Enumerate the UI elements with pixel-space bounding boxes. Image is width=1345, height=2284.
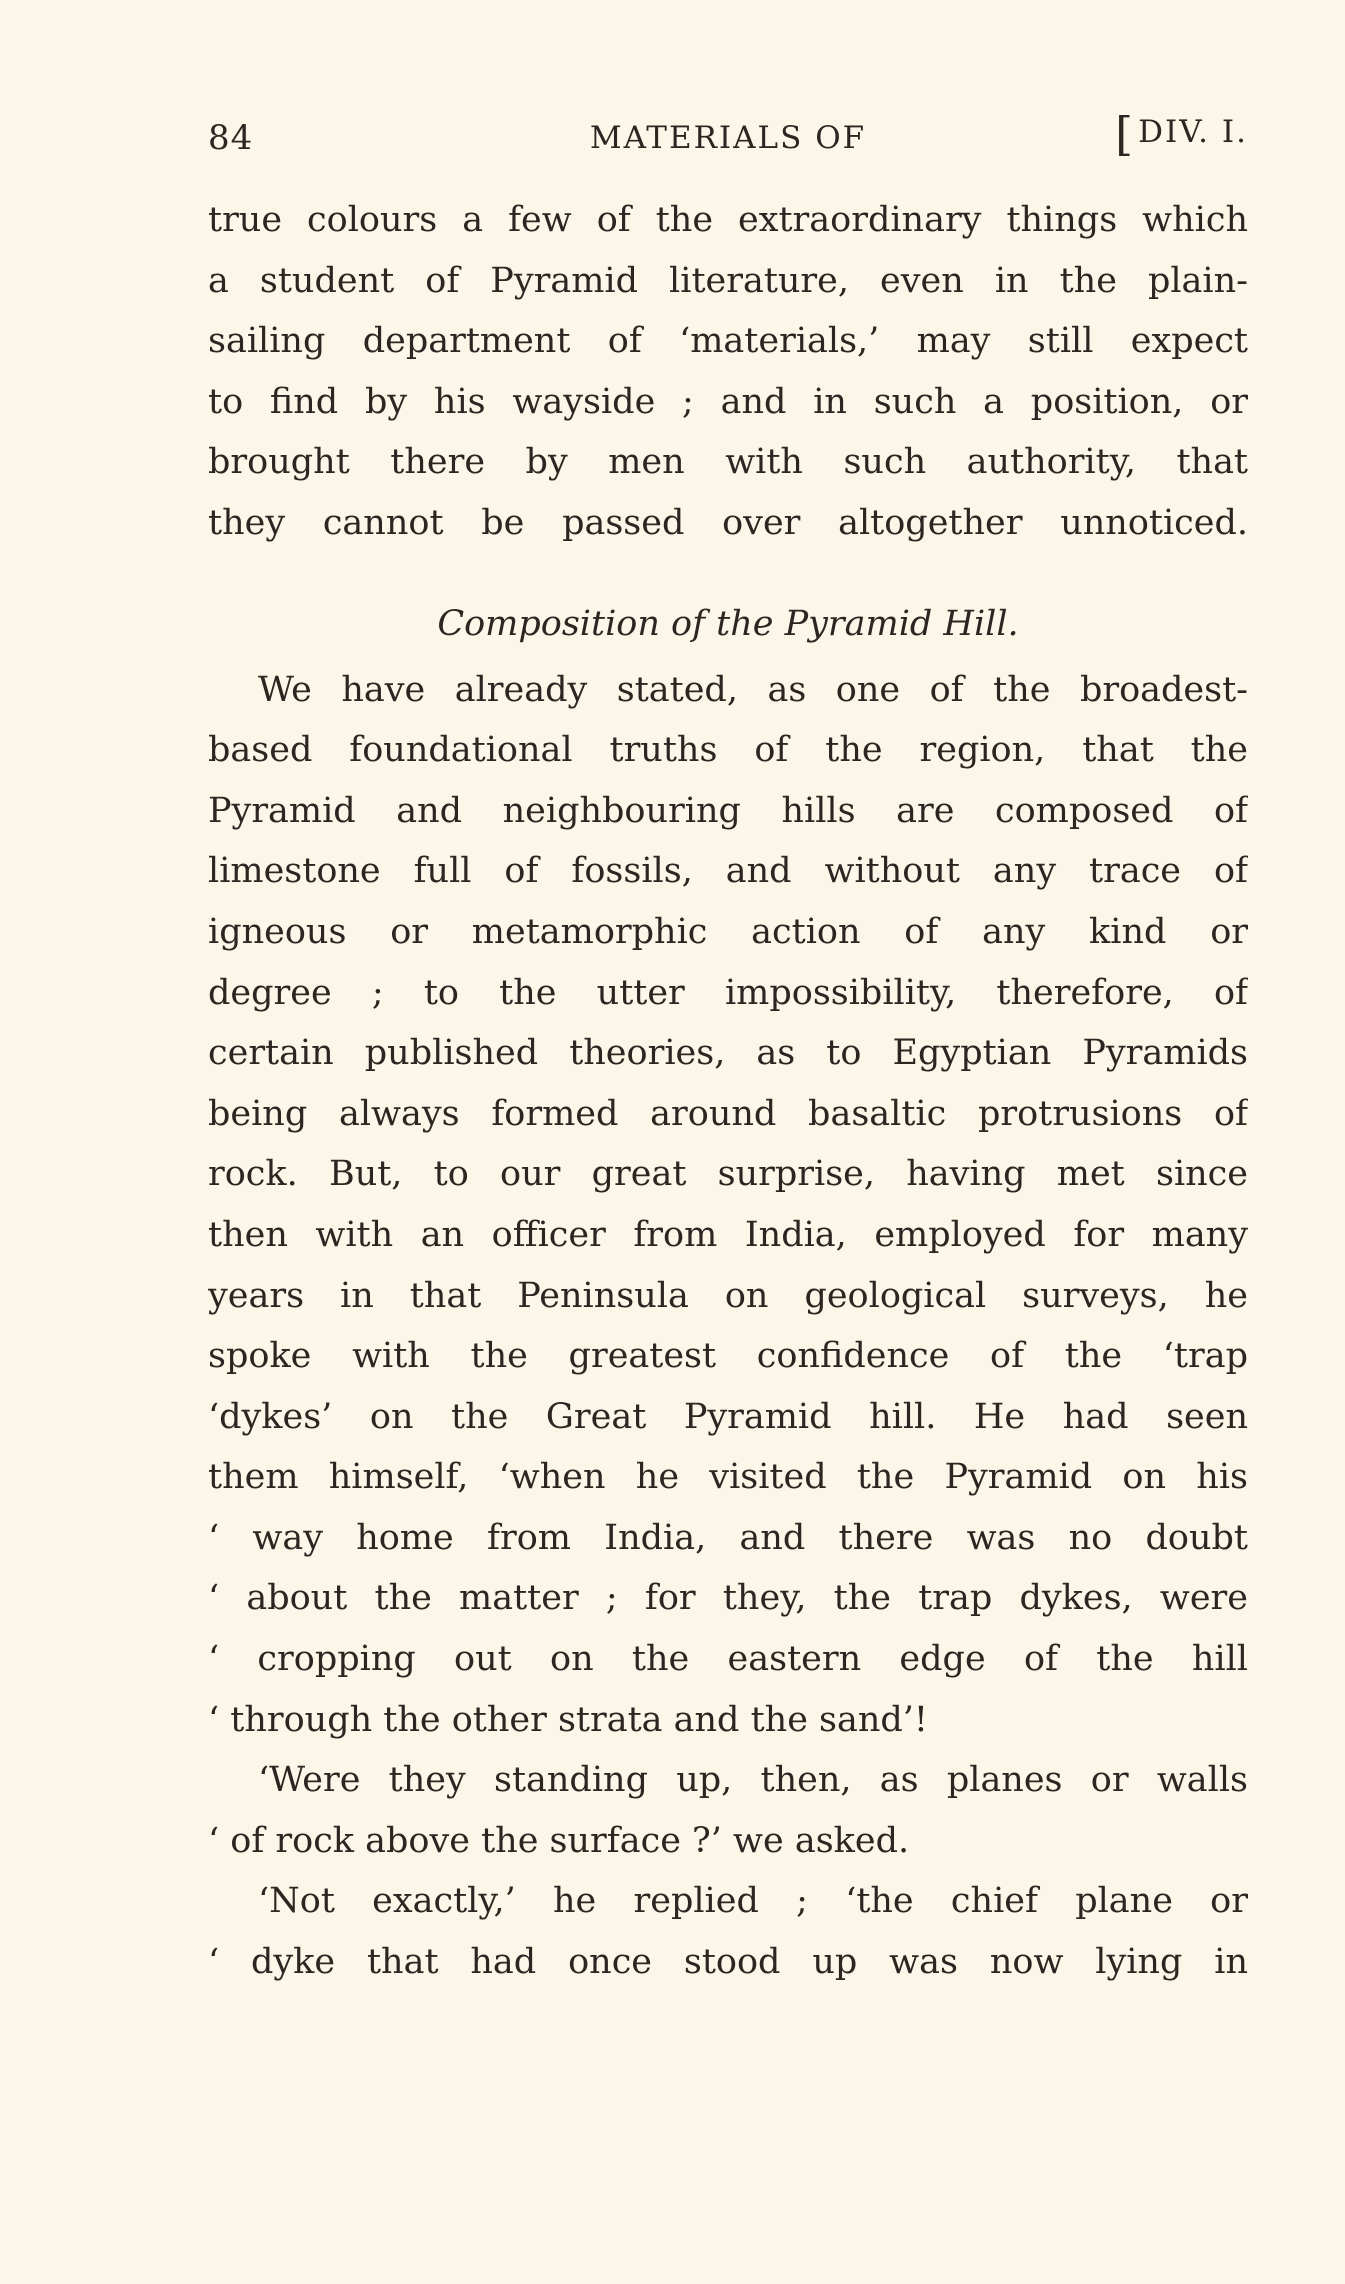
text-line: spoke with the greatest confidence of the ‘trap bbox=[208, 1336, 1248, 1377]
text-line: they cannot be passed over altogether unnoticed. bbox=[208, 502, 1248, 543]
text-line: being always formed around basaltic protrusions of bbox=[208, 1093, 1248, 1134]
division-text: DIV. I. bbox=[1138, 114, 1248, 150]
page-number: 84 bbox=[208, 118, 254, 158]
text-line: to find by his wayside ; and in such a position, or bbox=[208, 381, 1248, 422]
text-line: limestone full of fossils, and without any trace of bbox=[208, 851, 1248, 892]
running-title: MATERIALS OF bbox=[589, 120, 867, 156]
text-line: ‘ through the other strata and the sand’! bbox=[208, 1699, 928, 1740]
section-heading: Composition of the Pyramid Hill. bbox=[437, 603, 1019, 644]
text-line: a student of Pyramid literature, even in the plain- bbox=[208, 260, 1248, 301]
paragraph-4 bbox=[208, 1871, 1248, 1992]
paragraph-1 bbox=[208, 190, 1248, 554]
text-line: them himself, ‘when he visited the Pyramid on his bbox=[208, 1457, 1248, 1498]
text-line: ‘ of rock above the surface ?’ we asked. bbox=[208, 1820, 910, 1861]
text-line: sailing department of ‘materials,’ may still expect bbox=[208, 321, 1248, 362]
text-line: ‘ way home from India, and there was no doubt bbox=[208, 1517, 1248, 1558]
paragraph-3 bbox=[208, 1750, 1248, 1871]
page-header bbox=[208, 108, 1248, 168]
text-line: brought there by men with such authority, that bbox=[208, 442, 1248, 483]
text-line: ‘ about the matter ; for they, the trap dykes, were bbox=[208, 1578, 1248, 1619]
text-line: degree ; to the utter impossibility, therefore, of bbox=[208, 972, 1248, 1013]
paragraph-2 bbox=[208, 660, 1248, 1751]
text-line: true colours a few of the extraordinary things which bbox=[208, 200, 1248, 240]
text-line: based foundational truths of the region, that the bbox=[208, 730, 1248, 771]
text-line: ‘ cropping out on the eastern edge of the hill bbox=[208, 1639, 1248, 1680]
text-line: ‘dykes’ on the Great Pyramid hill. He had seen bbox=[208, 1396, 1248, 1437]
text-line: We have already stated, as one of the broadest- bbox=[258, 669, 1248, 710]
text-line: then with an officer from India, employed for many bbox=[208, 1214, 1248, 1255]
division-label: [DIV. I. bbox=[1115, 107, 1248, 161]
text-line: igneous or metamorphic action of any kind or bbox=[208, 911, 1248, 952]
text-line: ‘Were they standing up, then, as planes or walls bbox=[258, 1760, 1248, 1801]
text-line: ‘Not exactly,’ he replied ; ‘the chief plane or bbox=[258, 1881, 1248, 1922]
text-line: rock. But, to our great surprise, having met since bbox=[208, 1154, 1248, 1195]
text-line: certain published theories, as to Egyptian Pyramids bbox=[208, 1033, 1248, 1074]
body-text bbox=[208, 190, 1248, 1993]
text-line: ‘ dyke that had once stood up was now lying in bbox=[208, 1942, 1248, 1983]
text-line: Pyramid and neighbouring hills are composed of bbox=[208, 790, 1248, 831]
text-line: years in that Peninsula on geological surveys, he bbox=[208, 1275, 1248, 1316]
